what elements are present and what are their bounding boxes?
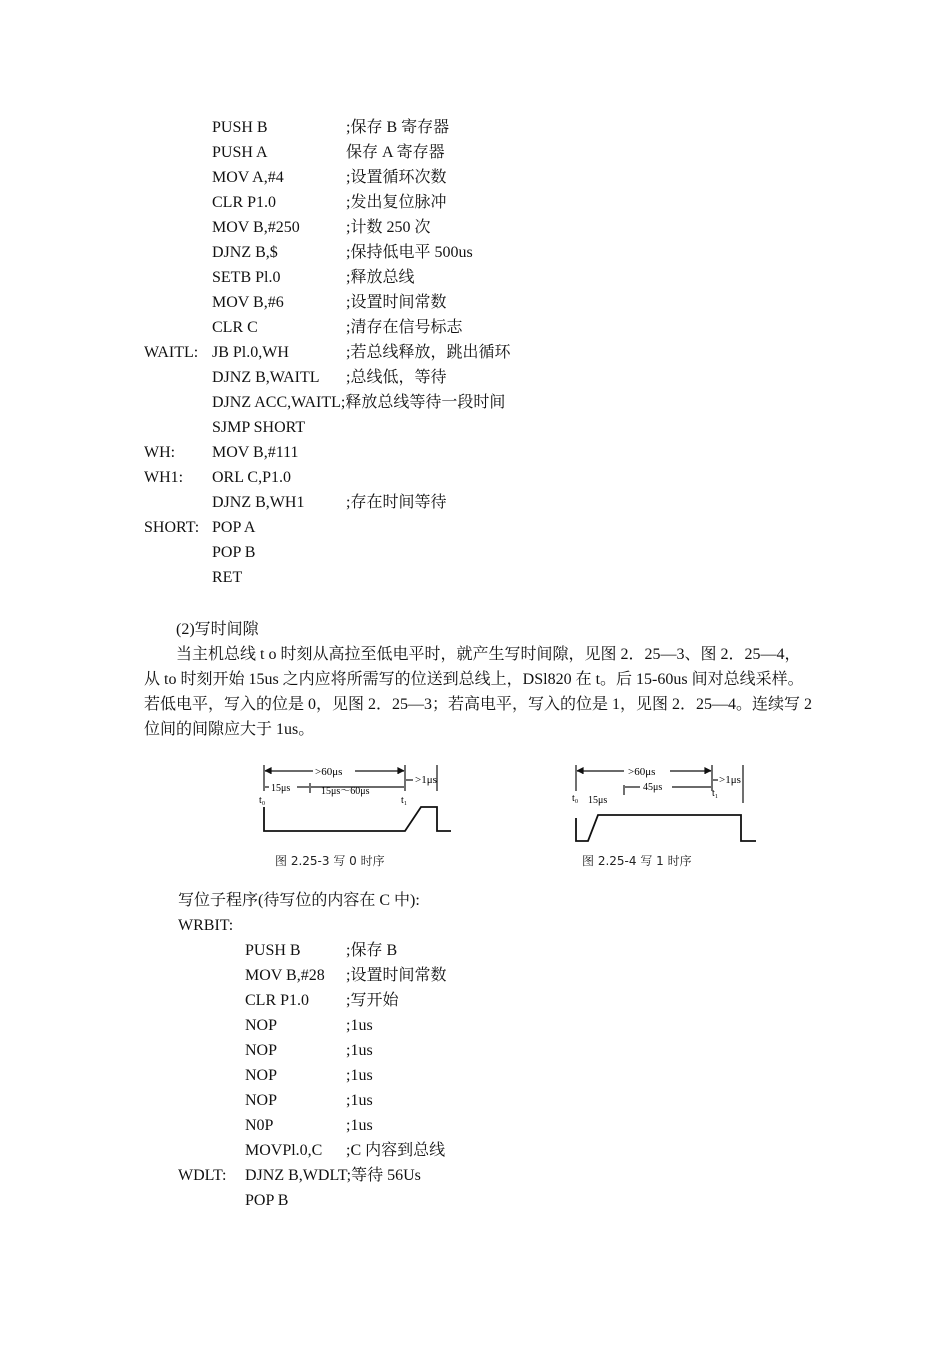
code-instruction: NOP — [245, 1067, 278, 1084]
code-instruction: CLR P1.0 — [212, 194, 277, 211]
code-instruction: PUSH A — [212, 144, 268, 161]
code-label: SHORT: — [144, 519, 200, 536]
code-instruction: DJNZ B,$ — [212, 244, 278, 261]
code-label: WDLT: — [178, 1167, 227, 1184]
code-comment: ;1us — [346, 1067, 373, 1084]
code-instruction: DJNZ B,WH1 — [212, 494, 305, 511]
fig3-label-t1: t₁ — [401, 795, 408, 806]
code-instruction: MOV B,#111 — [212, 444, 299, 461]
code-comment: ;若总线释放，跳出循环 — [346, 344, 511, 361]
code-comment: ;发出复位脉冲 — [346, 194, 447, 211]
code-instruction: RET — [212, 569, 243, 586]
fig4-label-15: 15μs — [588, 795, 608, 806]
code-comment: ;设置循环次数 — [346, 169, 447, 186]
fig3-caption: 图 2.25-3 写 0 时序 — [275, 854, 385, 868]
section-body: 当主机总线 t o 时刻从高拉至低电平时，就产生写时间隙，见图 2．25—3、图 2．25—4，从 to 时刻开始 15us 之内应将所需写的位送到总线上，DSl820 在 t。后 15-60us 间对总线采样。若低电平，写入的位是 0，见图 2．25—3；若高电平，写入的位是 1，见图 2．25—4。连续写 2 位间的间隙应大于 1us。 — [144, 646, 813, 738]
fig4-caption: 图 2.25-4 写 1 时序 — [582, 854, 692, 868]
fig4-label-t1: t₁ — [712, 788, 719, 799]
code-comment: ;保持低电平 500us — [346, 244, 473, 261]
code-instruction: MOVPl.0,C — [245, 1142, 323, 1159]
code-instruction: DJNZ B,WDLT;等待 56Us — [245, 1167, 421, 1184]
code-comment: ;保存 B — [346, 942, 398, 959]
figure-write-1-timing — [568, 763, 763, 845]
code-label: WH: — [144, 444, 176, 461]
code-instruction: DJNZ B,WAITL — [212, 369, 320, 386]
code-comment: ;总线低，等待 — [346, 369, 447, 386]
code-instruction: PUSH B — [245, 942, 301, 959]
fig3-label-15: 15μs — [271, 783, 291, 794]
code-comment: ;存在时间等待 — [346, 494, 447, 511]
code-comment: ;保存 B 寄存器 — [346, 119, 450, 136]
fig4-label-45: 45μs — [643, 782, 663, 793]
wrbit-intro: 写位子程序(待写位的内容在 C 中): — [178, 892, 420, 909]
code-comment: ;C 内容到总线 — [346, 1142, 446, 1159]
fig3-label-gt60: >60μs — [315, 766, 343, 778]
section-write-slot — [144, 617, 812, 742]
code-instruction: NOP — [245, 1092, 278, 1109]
code-comment: ;释放总线 — [346, 269, 415, 286]
code-instruction: ORL C,P1.0 — [212, 469, 291, 486]
code-instruction: POP A — [212, 519, 256, 536]
code-comment: ;计数 250 次 — [346, 219, 431, 236]
code-instruction: CLR C — [212, 319, 258, 336]
code-comment: ;1us — [346, 1117, 373, 1134]
code-comment: ;设置时间常数 — [346, 967, 447, 984]
code-instruction: SJMP SHORT — [212, 419, 306, 436]
fig3-label-t0: t₀ — [259, 795, 266, 806]
fig3-label-range: 15μs～60μs — [321, 786, 370, 797]
code-label: WH1: — [144, 469, 184, 486]
code-comment: ;清存在信号标志 — [346, 319, 463, 336]
code-instruction: CLR P1.0 — [245, 992, 310, 1009]
code-instruction: MOV A,#4 — [212, 169, 284, 186]
code-instruction: PUSH B — [212, 119, 268, 136]
wrbit-title: WRBIT: — [178, 917, 234, 934]
code-instruction: POP B — [212, 544, 256, 561]
code-comment: ;1us — [346, 1042, 373, 1059]
fig4-label-t0: t₀ — [572, 793, 579, 804]
code-instruction: JB Pl.0,WH — [212, 344, 289, 361]
code-instruction: MOV B,#6 — [212, 294, 284, 311]
code-comment: ;1us — [346, 1017, 373, 1034]
code-comment: 保存 A 寄存器 — [346, 144, 445, 161]
code-instruction: SETB Pl.0 — [212, 269, 281, 286]
code-comment: ;1us — [346, 1092, 373, 1109]
code-instruction: NOP — [245, 1017, 278, 1034]
fig3-label-gt1: >1μs — [415, 774, 437, 786]
code-instruction: MOV B,#28 — [245, 967, 325, 984]
fig4-label-gt1: >1μs — [719, 774, 741, 786]
code-comment: ;写开始 — [346, 992, 399, 1009]
figure-write-0-timing — [255, 763, 460, 845]
code-instruction: MOV B,#250 — [212, 219, 300, 236]
code-instruction: N0P — [245, 1117, 274, 1134]
fig4-label-gt60: >60μs — [628, 766, 656, 778]
code-instruction: DJNZ ACC,WAITL;释放总线等待一段时间 — [212, 394, 506, 411]
code-instruction: POP B — [245, 1192, 289, 1209]
code-comment: ;设置时间常数 — [346, 294, 447, 311]
code-instruction: NOP — [245, 1042, 278, 1059]
code-label: WAITL: — [144, 344, 199, 361]
section-heading: (2)写时间隙 — [176, 621, 259, 638]
